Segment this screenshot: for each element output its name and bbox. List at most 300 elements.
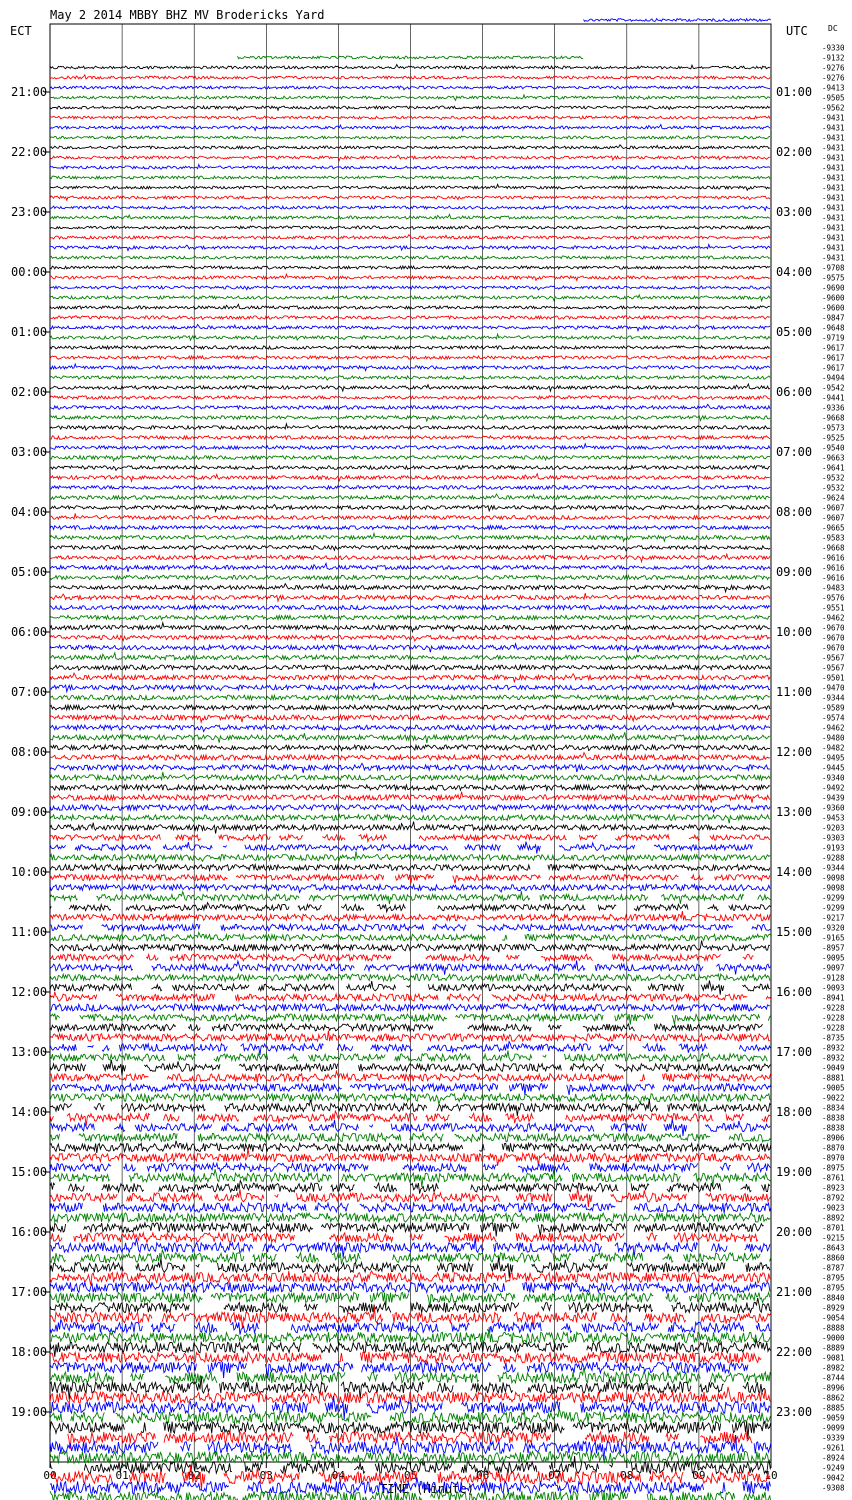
dc-offset-label: -9005	[822, 1083, 845, 1093]
x-tick-label: 07	[548, 1469, 562, 1482]
trace-row	[50, 885, 770, 893]
trace-row	[50, 851, 770, 862]
dc-offset-label: -9532	[822, 483, 845, 493]
ect-hour-label: 06:00	[11, 625, 48, 639]
trace-row	[50, 1258, 770, 1278]
trace-row	[50, 725, 770, 732]
trace-row	[50, 75, 770, 79]
dc-offset-label: -9023	[822, 1203, 845, 1213]
trace-row	[50, 1223, 764, 1237]
dc-offset-label: -9641	[822, 463, 845, 473]
trace-row	[50, 702, 770, 710]
dc-offset-label: -9439	[822, 793, 845, 803]
dc-column-label: DC	[828, 24, 838, 33]
utc-hour-label: 16:00	[776, 985, 813, 999]
trace-row	[50, 526, 770, 530]
dc-offset-label: -9049	[822, 1063, 845, 1073]
trace-row	[50, 584, 770, 592]
trace-row	[50, 644, 770, 653]
dc-offset-label: -9589	[822, 703, 845, 713]
dc-offset-label: -9501	[822, 673, 845, 683]
chart-title: May 2 2014 MBBY BHZ MV Brodericks Yard	[50, 8, 325, 22]
dc-offset-label: -9525	[822, 433, 845, 443]
trace-row	[50, 653, 770, 660]
dc-offset-label: -9600	[822, 303, 845, 313]
ect-hour-label: 03:00	[11, 445, 48, 459]
trace-row	[50, 316, 770, 319]
trace-row	[50, 266, 770, 269]
dc-offset-label: -9054	[822, 1313, 845, 1323]
trace-row	[50, 785, 770, 790]
dc-offset-label: -9339	[822, 1433, 845, 1443]
dc-offset-label: -8643	[822, 1243, 845, 1253]
dc-offset-label: -9093	[822, 983, 845, 993]
trace-row	[50, 911, 770, 921]
dc-offset-label: -9573	[822, 423, 845, 433]
x-tick-label: 00	[43, 1469, 57, 1482]
dc-offset-label: -9462	[822, 613, 845, 623]
x-tick-label: 08	[620, 1469, 634, 1482]
utc-hour-label: 17:00	[776, 1045, 813, 1059]
trace-row	[50, 1283, 770, 1293]
dc-offset-label: -9340	[822, 773, 845, 783]
dc-offset-label: -9670	[822, 633, 845, 643]
trace-row	[50, 145, 770, 149]
dc-offset-label: -8840	[822, 1293, 845, 1303]
dc-offset-label: -9303	[822, 833, 845, 843]
utc-hour-label: 19:00	[776, 1165, 813, 1179]
dc-offset-label: -9098	[822, 883, 845, 893]
dc-offset-label: -9574	[822, 713, 845, 723]
dc-offset-label: -9228	[822, 1013, 845, 1023]
trace-row	[50, 486, 770, 490]
dc-offset-label: -9532	[822, 473, 845, 483]
dc-offset-label: -8923	[822, 1183, 845, 1193]
utc-hour-label: 01:00	[776, 85, 813, 99]
trace-row	[50, 364, 770, 371]
dc-offset-label: -9616	[822, 563, 845, 573]
trace-row	[50, 1387, 770, 1403]
dc-offset-label: -9059	[822, 1413, 845, 1423]
trace-row	[50, 456, 770, 461]
ect-hour-label: 22:00	[11, 145, 48, 159]
x-tick-label: 03	[259, 1469, 273, 1482]
trace-row	[50, 136, 770, 139]
trace-row	[50, 981, 770, 995]
dc-offset-label: -9708	[822, 263, 845, 273]
trace-row	[50, 415, 770, 421]
trace-row	[50, 206, 770, 211]
dc-offset-label: -9431	[822, 123, 845, 133]
utc-hour-label: 07:00	[776, 445, 813, 459]
utc-hour-label: 10:00	[776, 625, 813, 639]
dc-offset-label: -9617	[822, 343, 845, 353]
trace-row	[50, 304, 770, 309]
dc-offset-label: -8701	[822, 1223, 845, 1233]
x-axis-label: TIME (Minute)	[380, 1482, 474, 1496]
trace-row	[50, 1111, 770, 1126]
dc-offset-label: -9431	[822, 203, 845, 213]
x-tick-label: 10	[764, 1469, 778, 1482]
dc-offset-label: -9505	[822, 93, 845, 103]
dc-offset-label: -9540	[822, 443, 845, 453]
x-tick-label: 04	[331, 1469, 346, 1482]
dc-offset-label: -8881	[822, 1073, 845, 1083]
trace-row	[50, 822, 770, 834]
dc-offset-label: -9081	[822, 1353, 845, 1363]
dc-offset-label: -9215	[822, 1233, 845, 1243]
dc-offset-label: -9261	[822, 1443, 845, 1453]
dc-offset-label: -8870	[822, 1143, 845, 1153]
trace-row	[584, 19, 771, 22]
dc-offset-label: -8906	[822, 1133, 845, 1143]
trace-row	[50, 615, 770, 619]
ect-hour-label: 12:00	[11, 985, 48, 999]
dc-offset-label: -9431	[822, 133, 845, 143]
x-tick-label: 06	[475, 1469, 490, 1482]
dc-offset-label: -9193	[822, 843, 845, 853]
dc-offset-label: -9228	[822, 1003, 845, 1013]
utc-hour-label: 22:00	[776, 1345, 813, 1359]
dc-offset-label: -9022	[822, 1093, 845, 1103]
utc-hour-label: 21:00	[776, 1285, 813, 1299]
dc-offset-label: -9668	[822, 543, 845, 553]
trace-row	[50, 715, 770, 722]
utc-hour-label: 14:00	[776, 865, 813, 879]
dc-offset-label: -9203	[822, 823, 845, 833]
ect-hour-label: 21:00	[11, 85, 48, 99]
x-tick-label: 09	[692, 1469, 706, 1482]
trace-row	[50, 244, 770, 250]
ect-hour-label: 18:00	[11, 1345, 48, 1359]
trace-row	[50, 286, 770, 290]
utc-hour-label: 05:00	[776, 325, 813, 339]
dc-offset-label: -9431	[822, 193, 845, 203]
trace-row	[50, 683, 770, 692]
utc-hour-label: 03:00	[776, 205, 813, 219]
ect-hour-label: 19:00	[11, 1405, 48, 1419]
trace-row	[50, 274, 770, 280]
ect-hour-label: 11:00	[11, 925, 48, 939]
dc-offset-label: -9276	[822, 63, 845, 73]
trace-row	[50, 196, 770, 200]
trace-row	[50, 763, 770, 773]
dc-offset-label: -9607	[822, 513, 845, 523]
dc-offset-label: -9228	[822, 1023, 845, 1033]
dc-offset-label: -9648	[822, 323, 845, 333]
trace-row	[50, 176, 770, 179]
dc-offset-label: -8862	[822, 1393, 845, 1403]
dc-offset-label: -9617	[822, 353, 845, 363]
dc-offset-label: -9600	[822, 293, 845, 303]
trace-row	[50, 95, 770, 101]
dc-offset-label: -9482	[822, 743, 845, 753]
trace-row	[50, 514, 770, 520]
dc-offset-label: -8932	[822, 1053, 845, 1063]
ect-hour-label: 14:00	[11, 1105, 48, 1119]
utc-hour-label: 23:00	[776, 1405, 813, 1419]
trace-row	[50, 772, 770, 780]
dc-offset-label: -9276	[822, 73, 845, 83]
dc-offset-label: -9431	[822, 143, 845, 153]
dc-offset-label: -9165	[822, 933, 845, 943]
trace-row	[50, 436, 770, 440]
trace-row	[50, 815, 770, 824]
dc-offset-label: -9097	[822, 963, 845, 973]
dc-offset-label: -9583	[822, 533, 845, 543]
dc-offset-label: -8888	[822, 1323, 845, 1333]
trace-row	[50, 505, 770, 512]
dc-offset-label: -9299	[822, 893, 845, 903]
dc-offset-label: -9330	[822, 43, 845, 53]
trace-row	[50, 533, 770, 541]
dc-offset-label: -8735	[822, 1033, 845, 1043]
x-tick-label: 05	[403, 1469, 418, 1482]
trace-row	[50, 295, 770, 301]
ect-hour-label: 08:00	[11, 745, 48, 759]
dc-offset-label: -9344	[822, 693, 845, 703]
utc-hour-label: 15:00	[776, 925, 813, 939]
utc-hour-label: 18:00	[776, 1105, 813, 1119]
trace-row	[50, 106, 770, 110]
trace-row	[50, 165, 770, 169]
dc-offset-label: -8932	[822, 1043, 845, 1053]
ect-hour-label: 09:00	[11, 805, 48, 819]
dc-offset-label: -8787	[822, 1263, 845, 1273]
trace-row	[50, 941, 770, 953]
dc-offset-label: -9462	[822, 723, 845, 733]
trace-row	[50, 325, 770, 331]
ect-hour-label: 01:00	[11, 325, 48, 339]
dc-offset-label: -8957	[822, 943, 845, 953]
dc-offset-label: -9453	[822, 813, 845, 823]
trace-row	[50, 623, 770, 632]
dc-offset-label: -9336	[822, 403, 845, 413]
dc-offset-label: -9431	[822, 113, 845, 123]
dc-offset-label: -9099	[822, 1423, 845, 1433]
trace-row	[50, 214, 770, 220]
trace-row	[50, 673, 770, 682]
trace-row	[50, 1024, 763, 1031]
trace-row	[50, 86, 770, 90]
trace-row	[50, 346, 770, 349]
dc-offset-label: -9431	[822, 163, 845, 173]
dc-offset-label: -9495	[822, 753, 845, 763]
dc-offset-label: -9249	[822, 1463, 845, 1473]
dc-offset-label: -9624	[822, 493, 845, 503]
trace-row	[50, 1213, 770, 1222]
dc-offset-label: -9128	[822, 973, 845, 983]
dc-offset-label: -9431	[822, 183, 845, 193]
trace-row	[50, 466, 770, 471]
dc-offset-label: -8982	[822, 1363, 845, 1373]
ect-hour-label: 02:00	[11, 385, 48, 399]
utc-hour-label: 13:00	[776, 805, 813, 819]
dc-offset-label: -9719	[822, 333, 845, 343]
trace-row	[50, 1094, 770, 1104]
trace-row	[50, 396, 770, 400]
dc-offset-label: -9217	[822, 913, 845, 923]
dc-offset-label: -8792	[822, 1193, 845, 1203]
trace-row	[50, 65, 770, 69]
dc-offset-label: -9431	[822, 213, 845, 223]
ect-hour-label: 13:00	[11, 1045, 48, 1059]
trace-row	[50, 474, 770, 482]
trace-row	[50, 226, 770, 229]
x-tick-label: 01	[115, 1469, 129, 1482]
dc-offset-label: -9670	[822, 623, 845, 633]
dc-offset-label: -8892	[822, 1213, 845, 1223]
trace-row	[50, 842, 752, 854]
dc-offset-label: -8761	[822, 1173, 845, 1183]
dc-offset-label: -9445	[822, 763, 845, 773]
trace-row	[50, 635, 770, 641]
right-axis-label: UTC	[786, 24, 808, 38]
dc-offset-label: -9567	[822, 653, 845, 663]
dc-offset-label: -9494	[822, 373, 845, 383]
dc-offset-label: -9847	[822, 313, 845, 323]
trace-row	[50, 494, 770, 499]
trace-row	[50, 805, 770, 812]
trace-row	[50, 575, 770, 580]
trace-row	[50, 376, 770, 380]
dc-offset-label: -9344	[822, 863, 845, 873]
dc-offset-label: -8860	[822, 1253, 845, 1263]
dc-offset-label: -9299	[822, 903, 845, 913]
trace-row	[50, 1163, 770, 1172]
dc-offset-label: -9431	[822, 233, 845, 243]
trace-row	[50, 1031, 770, 1042]
trace-row	[50, 1271, 770, 1285]
ect-hour-label: 10:00	[11, 865, 48, 879]
dc-offset-label: -8996	[822, 1383, 845, 1393]
trace-row	[50, 424, 770, 430]
dc-offset-label: -8834	[822, 1103, 845, 1113]
trace-row	[50, 974, 770, 981]
left-axis-label: ECT	[10, 24, 32, 38]
trace-row	[50, 605, 770, 609]
dc-offset-label: -9665	[822, 523, 845, 533]
dc-offset-label: -9042	[822, 1473, 845, 1483]
trace-row	[50, 256, 770, 259]
trace-row	[50, 732, 770, 743]
dc-offset-label: -9360	[822, 803, 845, 813]
trace-row	[50, 835, 770, 842]
trace-row	[50, 753, 770, 760]
ect-hour-label: 04:00	[11, 505, 48, 519]
trace-row	[50, 356, 770, 359]
dc-offset-label: -9670	[822, 643, 845, 653]
dc-offset-label: -9431	[822, 173, 845, 183]
dc-offset-label: -9470	[822, 683, 845, 693]
ect-hour-label: 00:00	[11, 265, 48, 279]
dc-offset-label: -9413	[822, 83, 845, 93]
dc-offset-label: -9690	[822, 283, 845, 293]
dc-offset-label: -9431	[822, 243, 845, 253]
dc-offset-label: -9617	[822, 363, 845, 373]
dc-offset-label: -9132	[822, 53, 845, 63]
dc-offset-label: -9483	[822, 583, 845, 593]
trace-row	[50, 593, 770, 601]
utc-hour-label: 12:00	[776, 745, 813, 759]
dc-offset-label: -8838	[822, 1113, 845, 1123]
utc-hour-label: 09:00	[776, 565, 813, 579]
dc-offset-label: -8889	[822, 1343, 845, 1353]
trace-row	[50, 384, 770, 391]
trace-row	[50, 125, 770, 131]
trace-row	[50, 235, 770, 239]
dc-offset-label: -9492	[822, 783, 845, 793]
ect-hour-label: 07:00	[11, 685, 48, 699]
dc-offset-label: -9441	[822, 393, 845, 403]
trace-row	[50, 334, 770, 340]
dc-offset-label: -9431	[822, 253, 845, 263]
dc-offset-label: -9480	[822, 733, 845, 743]
dc-offset-label: -9663	[822, 453, 845, 463]
ect-hour-label: 05:00	[11, 565, 48, 579]
ect-hour-label: 23:00	[11, 205, 48, 219]
dc-offset-label: -9562	[822, 103, 845, 113]
utc-hour-label: 20:00	[776, 1225, 813, 1239]
dc-offset-label: -9542	[822, 383, 845, 393]
dc-offset-label: -8744	[822, 1373, 845, 1383]
trace-row	[50, 954, 770, 961]
dc-offset-label: -8795	[822, 1283, 845, 1293]
dc-offset-label: -8970	[822, 1153, 845, 1163]
utc-hour-label: 11:00	[776, 685, 813, 699]
dc-offset-label: -8924	[822, 1453, 845, 1463]
dc-offset-label: -8975	[822, 1163, 845, 1173]
dc-offset-label: -9288	[822, 853, 845, 863]
dc-offset-label: -9431	[822, 223, 845, 233]
dc-offset-label: -8941	[822, 993, 845, 1003]
trace-row	[50, 665, 770, 670]
dc-offset-label: -9575	[822, 273, 845, 283]
utc-hour-label: 08:00	[776, 505, 813, 519]
trace-row	[50, 745, 770, 751]
dc-offset-label: -8795	[822, 1273, 845, 1283]
utc-hour-label: 06:00	[776, 385, 813, 399]
dc-offset-label: -9576	[822, 593, 845, 603]
ect-hour-label: 16:00	[11, 1225, 48, 1239]
trace-row	[50, 1233, 758, 1242]
utc-hour-label: 02:00	[776, 145, 813, 159]
dc-offset-label: -9431	[822, 153, 845, 163]
dc-offset-label: -9567	[822, 663, 845, 673]
dc-offset-label: -9668	[822, 413, 845, 423]
trace-row	[50, 1119, 770, 1136]
dc-offset-label: -9000	[822, 1333, 845, 1343]
trace-row	[50, 792, 770, 803]
dc-offset-label: -9308	[822, 1483, 845, 1493]
trace-row	[50, 1004, 770, 1011]
trace-row	[50, 546, 770, 551]
trace-row	[50, 1050, 767, 1061]
trace-row	[50, 116, 770, 120]
ect-hour-label: 17:00	[11, 1285, 48, 1299]
trace-row	[50, 1148, 770, 1166]
trace-row	[50, 875, 770, 884]
dc-offset-label: -8838	[822, 1123, 845, 1133]
trace-row	[50, 563, 770, 572]
trace-row	[50, 444, 770, 450]
dc-offset-label: -9098	[822, 873, 845, 883]
dc-offset-label: -8885	[822, 1403, 845, 1413]
dc-offset-label: -9616	[822, 553, 845, 563]
trace-row	[50, 404, 770, 409]
ect-hour-label: 15:00	[11, 1165, 48, 1179]
dc-offset-label: -8929	[822, 1303, 845, 1313]
